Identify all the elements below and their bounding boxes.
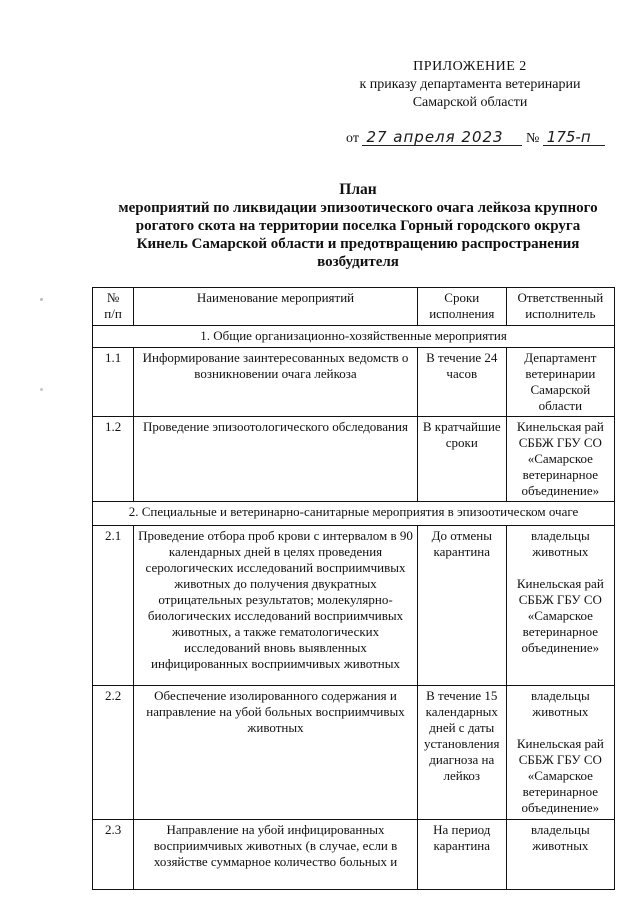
row-responsible: Департамент ветеринарии Самарской области (506, 348, 614, 417)
table-row (93, 348, 615, 417)
header-num (93, 288, 134, 326)
row-num: 1.1 (93, 348, 134, 417)
row-action: Проведение отбора проб крови с интервалом в 90 календарных дней в целях проведения серологических исследований восприимчивых животных до получения двукратных отрицательных результатов; молекулярно-биологических исследований восприимчивых животных, а также гематологических исследований вновь выявленных инфицированных восприимчивых животных (134, 526, 418, 686)
order-date-number (346, 129, 605, 147)
responsible-vet-station: Кинельская рай СББЖ ГБУ СО «Самарское ветеринарное объединение» (516, 736, 604, 815)
header-term (417, 288, 506, 326)
row-term: В течение 15 календарных дней с даты установления диагноза на лейкоз (417, 686, 506, 820)
row-term: В кратчайшие сроки (417, 417, 506, 502)
header-responsible (506, 288, 614, 326)
row-action: Информирование заинтересованных ведомств о возникновении очага лейкоза (134, 348, 418, 417)
plan-table (92, 287, 615, 890)
plan-heading: План (339, 181, 377, 198)
plan-title-line-2: рогатого скота на территории поселка Горный городского округа (135, 218, 581, 234)
responsible-owners: владельцы животных (530, 688, 590, 719)
table-row (93, 526, 615, 686)
header-action: Наименование мероприятий (134, 288, 418, 326)
table-row (93, 820, 615, 890)
row-term: До отмены карантина (417, 526, 506, 686)
row-responsible: владельцы животных (506, 820, 614, 890)
row-responsible (506, 686, 614, 820)
header-term-line-2: исполнения (429, 306, 495, 321)
section-row (93, 326, 615, 348)
table-row (93, 417, 615, 502)
row-action: Проведение эпизоотологического обследования (134, 417, 418, 502)
scan-speck (40, 298, 43, 301)
header-num-line-2: п/п (104, 306, 122, 321)
row-responsible: Кинельская рай СББЖ ГБУ СО «Самарское ветеринарное объединение» (506, 417, 614, 502)
appendix-title: ПРИЛОЖЕНИЕ 2 (413, 59, 527, 74)
row-term: В течение 24 часов (417, 348, 506, 417)
order-date-handwritten: 27 апреля 2023 (362, 129, 522, 146)
header-term-line-1: Сроки (444, 290, 480, 305)
appendix-line-1: к приказу департамента ветеринарии (359, 77, 581, 92)
row-num: 2.3 (93, 820, 134, 890)
responsible-vet-station: Кинельская рай СББЖ ГБУ СО «Самарское ветеринарное объединение» (516, 576, 604, 655)
appendix-header (340, 58, 600, 112)
order-number-label: № (525, 131, 540, 146)
plan-title-line-1: мероприятий по ликвидации эпизоотического очага лейкоза крупного (118, 200, 598, 216)
order-number-handwritten: 175-п (543, 129, 605, 146)
table-row (93, 686, 615, 820)
scan-speck (40, 388, 43, 391)
table-header-row (93, 288, 615, 326)
plan-title-line-4: возбудителя (317, 254, 399, 270)
appendix-line-2: Самарской области (412, 95, 528, 110)
row-term: На период карантина (417, 820, 506, 890)
section-2-title: 2. Специальные и ветеринарно-санитарные мероприятия в эпизоотическом очаге (93, 502, 615, 526)
row-responsible (506, 526, 614, 686)
row-num: 2.2 (93, 686, 134, 820)
section-1-title: 1. Общие организационно-хозяйственные мероприятия (93, 326, 615, 348)
responsible-owners: владельцы животных (530, 528, 590, 559)
row-num: 1.2 (93, 417, 134, 502)
order-from-label: от (346, 131, 359, 146)
header-responsible-line-2: исполнитель (525, 306, 596, 321)
plan-title-line-3: Кинель Самарской области и предотвращению распространения (136, 236, 580, 252)
section-row (93, 502, 615, 526)
header-num-line-1: № (106, 290, 120, 305)
header-responsible-line-1: Ответственный (517, 290, 604, 305)
row-action: Направление на убой инфицированных восприимчивых животных (в случае, если в хозяйстве суммарное количество больных и (134, 820, 418, 890)
plan-title (108, 181, 608, 271)
row-num: 2.1 (93, 526, 134, 686)
row-action: Обеспечение изолированного содержания и направление на убой больных восприимчивых животных (134, 686, 418, 820)
